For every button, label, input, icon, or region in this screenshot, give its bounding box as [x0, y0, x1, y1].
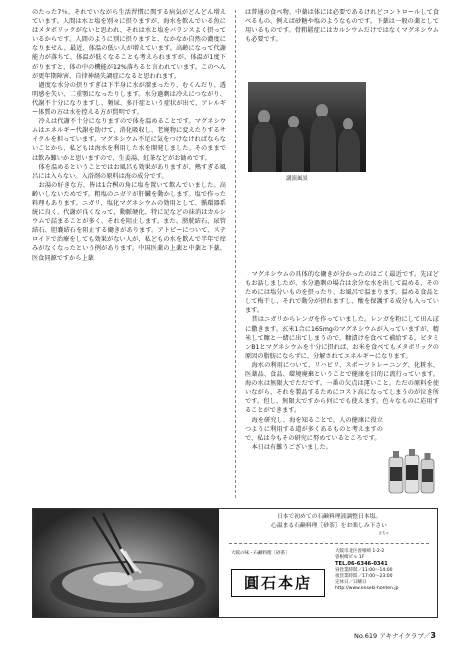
right-column-top: [245, 8, 439, 44]
ad-headline-line-2: 心温まる石鹸料理［砂茶］をお楽しみ下さい: [271, 523, 387, 529]
paragraph: 昔はニガリからレンガを作っていました。レンガを粉にして田んぼに撒きます。玄米1合に165mgのマグネシウムが入っていますが、精米して糠と一緒に出てしまうので、糠漬けを食べて補給する。ビタミンB1とマグネシウムを十分に摂れば、お米を食べてもメタボリックの原因の脂肪にならずに、分解されてエネルギーになります。: [245, 316, 439, 360]
ad-contact: [335, 549, 431, 592]
restaurant-logo: 圓石本店: [231, 569, 325, 597]
ad-address-line-2: 曽根崎ビル 1F: [335, 555, 365, 561]
page-number: 3: [430, 631, 436, 640]
issue-number: No.619: [353, 632, 378, 640]
restaurant-advertisement: [32, 508, 438, 618]
column-divider: [235, 10, 236, 498]
ad-hours-lunch: 昼営業時間／11:00〜14:00: [335, 567, 393, 573]
ad-text-block: [225, 509, 435, 617]
lecture-photo: [248, 82, 366, 172]
ad-website-link[interactable]: http://www.enseki-honten.jp: [335, 586, 399, 592]
right-column-bottom: [245, 270, 439, 452]
left-column: [32, 8, 226, 263]
paragraph: 過度な水分の摂りすぎは下半身に水が溜まったり、むくんだり、透明感を失い、二重顎になったりします。水分過剰は冷えにつながり、代謝不十分になりますし、頻尿、多汗症という症状が出て、アレルギー体質の方は水を控える方が賢明です。: [32, 81, 226, 117]
ad-headline: [229, 513, 429, 544]
magazine-name: アキナイクラブ: [379, 632, 424, 640]
photo-caption: 講演風景: [286, 176, 309, 182]
ad-subtitle: 大阪の味・石鹸料理［砂茶］: [231, 551, 290, 556]
paragraph: 冷えは代謝不十分になりますので体を温めることです。マグネシウムはエネルギー代謝を助けて、消化吸収し、老廃物に変えたりするサイクルを担っています。マグネシウム不足に気をつけなければならないことから、私どもは海水を利用した水を開発しました。そのままでは飲み難いかと思いますので、生姜湯、紅茶などがお勧めです。: [32, 118, 226, 162]
page-footer: [354, 631, 436, 641]
ad-closed-day: 定休日／日曜日: [335, 580, 367, 586]
ad-ruby: さちゃ: [378, 531, 389, 535]
water-bottles-image: [385, 445, 437, 495]
paragraph: 海を研究し、海を知ることで、人の健康に役立つように利用する道が多くあるものと考えますので、私は今もその研究に努めているところです。: [245, 416, 383, 442]
ad-address-line-1: 大阪市北区曽根崎 1-2-2: [335, 549, 385, 554]
ad-headline-line-1: 日本で初めての石鹸料理液調整日本塩。: [276, 514, 382, 520]
paragraph: お湯の好きな方、皆は1合桝の角に塩を置いて飲んでいました。高齢いしないためです。粗塩のニガリが肝臓を動かします。塩で作った料理もあります。ニガリ、塩化マグネシウムの効用として、循環器系統に良く、代謝が良くなって、動脈硬化、特に足などの抹消はカルシウムで詰まることが多く、それを阻止します。また、膀胱結石、尿管結石、胆嚢結石を阻止する働きがあります。アトピーについて、ステロイドで治療をしても効果がない人が、私どもの水を飲んで半年で痒みがなくなったという例があります。中国医薬の上薬と中薬と下薬、医食同源ですから上薬: [32, 181, 226, 262]
paragraph: のたった7％。それでいながら生活習慣に関する病気がどんどん増えています。人間は水と塩を別々に摂りますが、海水を飲んでいる魚にはメタボリックがないと思われ、それは水と塩をバランスよく摂っているからです。人間のように別に摂りますと、なかなか自然の濃度になりません。最近、体温の低い人が増えています。高齢になって代謝能力が落ちて、体温が低くなることも考えられますが、体温が1度下がりますと、体の中の機能が12%落ちると言われています。このへんが更年期障害、自律神経失調症になると思われます。: [32, 9, 226, 80]
ad-phone[interactable]: TEL.06-6346-0341: [335, 561, 388, 568]
paragraph: 海水の利用について、リハビリ、スポーツトレーニング、化粧水、医薬品、食品、環境廃棄ということで健康を目的に流行っています。海の水は無限大でただです。一番の欠点は運いこと。ただの原料を使いながら、それを製品するためにコスト高になってしまうのが泣き所です。但し、無限大ですから何にでも使えます。色々なものに応用することができます。: [245, 361, 439, 415]
paragraph: は普通の食べ物、中薬は体には必要であるけれどコントロールして食べるもの、例えば砂糖や塩のようなものです。下薬は一般の薬として用いるものです。骨粗鬆症にはカルシウムだけではなくマグネシウムも必要です。: [245, 9, 439, 44]
hotpot-photo: [33, 509, 219, 617]
ad-hours-dinner: 夜営業時間／17:00〜23:00: [335, 573, 393, 579]
paragraph: 体を温めるということではお風呂も効果がありますが、熱すぎる風呂には入らない。入浴剤の原料は海の成分です。: [32, 163, 226, 180]
footer-separator: ／: [423, 632, 431, 640]
paragraph: マグネシウムの具体的な働きが分かったのはごく最近です。先ほどもお話しましたが、水分過剰の場合は余分な水を出して温める、そのためには塩分いものを摂ったり、お風呂で温まります。温める食品として梅干し、それで動分が摂れますし、酸を保護する成分も入っています。: [245, 271, 439, 315]
paragraph: 本日は有難うございました。: [251, 443, 332, 451]
